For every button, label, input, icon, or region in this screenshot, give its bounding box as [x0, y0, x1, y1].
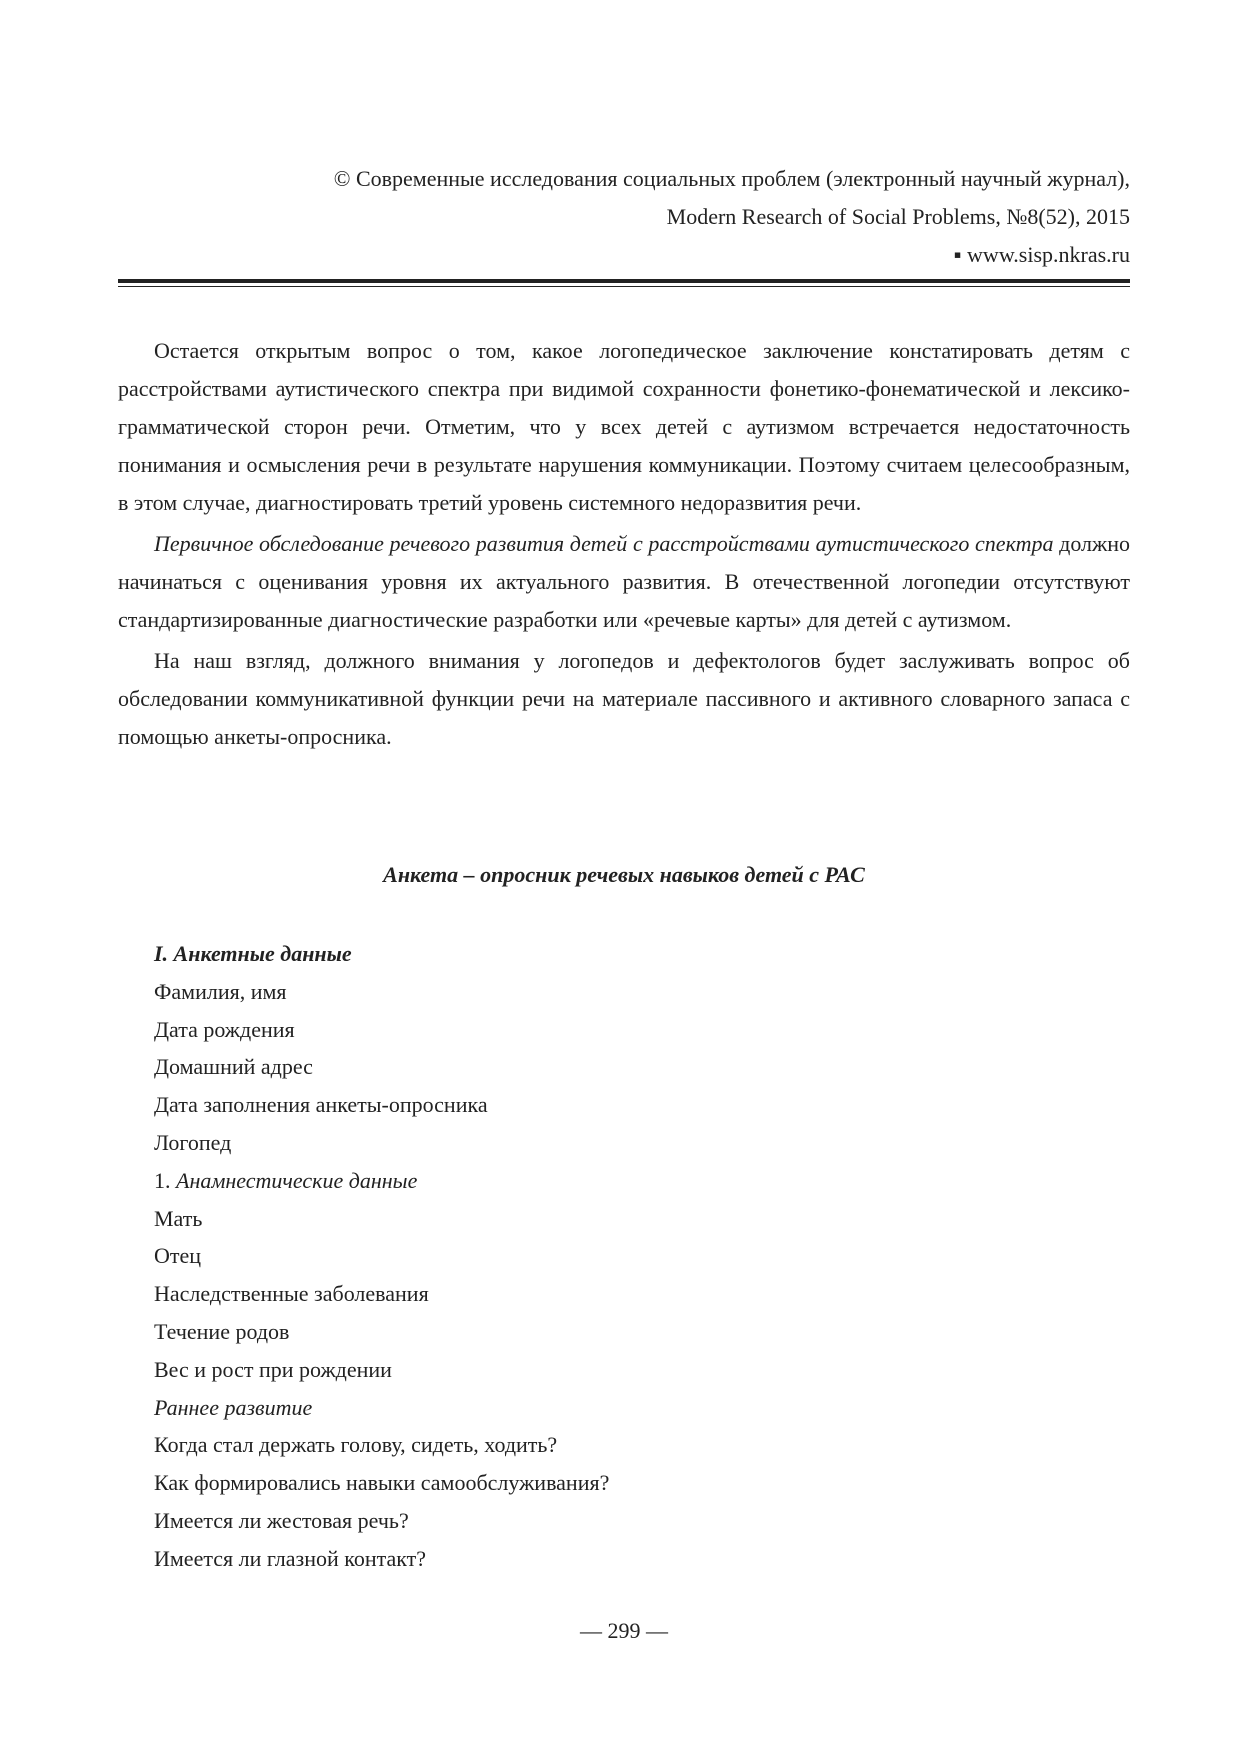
header-divider-thin: [118, 286, 1130, 287]
paragraph-1: Остается открытым вопрос о том, какое логопедическое заключение констатировать детям с расстройствами аутистического спектра при видимой сохранности фонетико-фонематической и лексико-грамматической сторон речи. Отметим, что у всех детей с аутизмом встречается недостаточность понимания и осмысления речи в результате нарушения коммуникации. Поэтому считаем целесообразным, в этом случае, диагностировать третий уровень системного недоразвития речи.: [118, 338, 1130, 515]
list-item: Логопед: [154, 1129, 232, 1155]
paragraph-2: [118, 525, 1130, 639]
list-item: Отец: [154, 1243, 202, 1269]
article-body: [118, 332, 1130, 759]
subsection-heading-early-development: Раннее развитие: [154, 1394, 313, 1420]
page-number: — 299 —: [580, 1618, 668, 1643]
header-line-journal-ru: © Современные исследования социальных проблем (электронный научный журнал),: [333, 166, 1130, 191]
subsection-title: Анамнестические данные: [176, 1167, 418, 1193]
list-item: Когда стал держать голову, сидеть, ходить?: [154, 1432, 558, 1458]
paragraph-2-text: должно начинаться с оценивания уровня их актуального развития. В отечественной логопедии отсутствуют стандартизированные диагностические разработки или «речевые карты» для детей с аутизмом.: [118, 531, 1131, 632]
questionnaire-title: Анкета – опросник речевых навыков детей с РАС: [383, 862, 865, 887]
list-item: Имеется ли жестовая речь?: [154, 1507, 409, 1533]
paragraph-2-italic-phrase: Первичное обследование речевого развития детей с расстройствами аутистического спектра: [154, 531, 1054, 556]
header-line-journal-en: Modern Research of Social Problems, №8(52), 2015: [666, 204, 1130, 229]
journal-header: [118, 160, 1130, 274]
header-line-website: ▪ www.sisp.nkras.ru: [953, 242, 1130, 267]
section-heading-personal-data: I. Анкетные данные: [154, 941, 352, 966]
paragraph-3: На наш взгляд, должного внимания у логопедов и дефектологов будет заслуживать вопрос об обследовании коммуникативной функции речи на материале пассивного и активного словарного запаса с помощью анкеты-опросника.: [118, 648, 1130, 749]
list-item: Наследственные заболевания: [154, 1281, 429, 1307]
list-item: Фамилия, имя: [154, 978, 287, 1004]
list-item: Имеется ли глазной контакт?: [154, 1545, 427, 1571]
subsection-heading-anamnesis: [154, 1162, 1054, 1200]
list-item: Как формировались навыки самообслуживания?: [154, 1470, 610, 1496]
list-item: Домашний адрес: [154, 1054, 313, 1080]
subsection-number: 1.: [154, 1167, 176, 1193]
list-item: Течение родов: [154, 1318, 290, 1344]
list-item: Вес и рост при рождении: [154, 1356, 392, 1382]
questionnaire-list: [154, 935, 1054, 1578]
list-item: Дата рождения: [154, 1016, 295, 1042]
list-item: Дата заполнения анкеты-опросника: [154, 1092, 488, 1118]
header-divider-thick: [118, 279, 1130, 283]
list-item: Мать: [154, 1205, 203, 1231]
